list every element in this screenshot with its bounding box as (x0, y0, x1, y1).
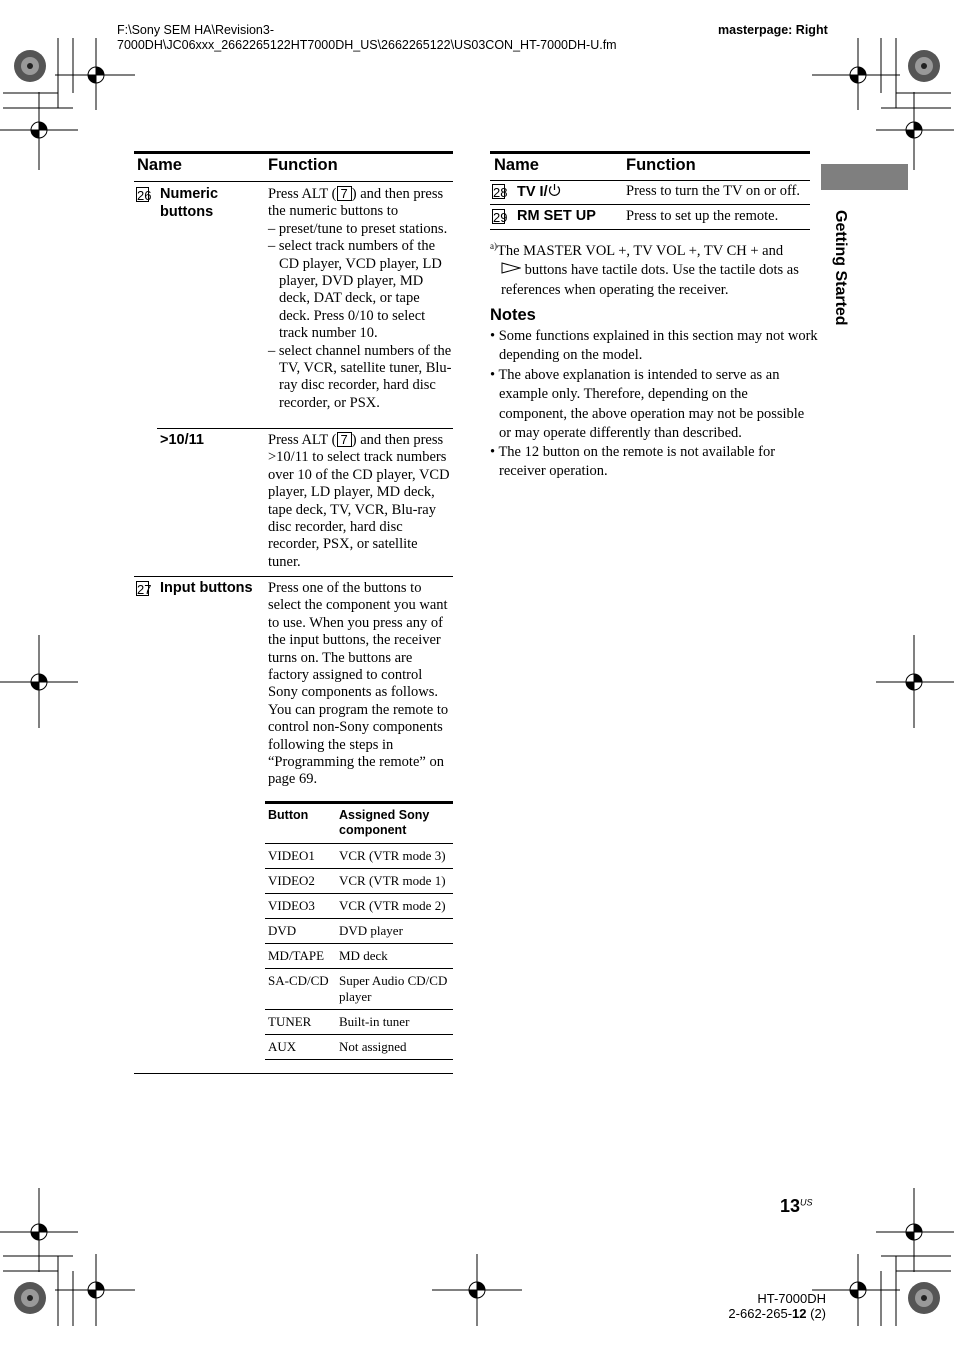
subtable-row-rule (265, 918, 453, 919)
subtable-button-cell: DVD (268, 923, 297, 938)
key-7-icon: 7 (337, 432, 352, 447)
subtable-component-cell: VCR (VTR mode 3) (339, 848, 446, 863)
page-number-value: 13 (780, 1196, 801, 1216)
file-path (117, 23, 617, 53)
footnote-mark: a) (490, 241, 497, 251)
subtable-col-component-line1: Assigned Sony (339, 808, 430, 822)
footer-code-bold: 12 (792, 1306, 807, 1321)
row-function-rm: Press to set up the remote. (626, 208, 779, 224)
row-divider (490, 204, 810, 205)
subtable-row-rule (265, 943, 453, 944)
note-item: • The above explanation is intended to serve as an example only. Therefore, depending on the component, the above operation may not be possible or may operate differently than described. (490, 367, 805, 441)
row-number-26: 26 (137, 188, 152, 203)
subtable-component-cell: Super Audio CD/CD player (339, 973, 448, 1004)
row-divider (157, 428, 453, 429)
func-list-item: – preset/tune to preset stations. (268, 220, 448, 237)
row-name-10-11: >10/11 (160, 432, 204, 448)
subtable-top-rule (265, 801, 453, 804)
footnote-line1: The MASTER VOL +, TV VOL +, TV CH + and (497, 242, 784, 259)
footer (680, 1291, 826, 1321)
subtable-button-cell: VIDEO3 (268, 898, 315, 913)
row-name-numeric-buttons (160, 186, 218, 221)
row-number-28: 28 (493, 185, 508, 200)
footnote-line3: references when operating the receiver. (501, 281, 729, 298)
func-text: >10/11 to select track numbers over 10 of the CD player, VCD player, LD player, MD deck, tape deck, TV, VCR, Blu-ray disc recorder, hard disc recorder, PSX, or satellite tuner. (268, 449, 450, 570)
subtable-button-cell: VIDEO2 (268, 873, 315, 888)
row-name-tv-power (517, 183, 561, 202)
subtable-row-rule (265, 968, 453, 969)
row-number-27: 27 (137, 582, 152, 597)
subtable-component-cell: VCR (VTR mode 1) (339, 873, 446, 888)
left-col-function-header: Function (268, 156, 338, 174)
left-table-bottom-rule (134, 1073, 453, 1074)
row-name-rm-set-up: RM SET UP (517, 208, 596, 224)
func-text: ) and then press (351, 432, 444, 448)
note-item: • The 12 button on the remote is not available for receiver operation. (490, 444, 776, 480)
subtable-row-rule (265, 1034, 453, 1035)
func-text: Press ALT ( (268, 186, 337, 202)
left-header-rule (134, 181, 453, 182)
subtable-button-cell: TUNER (268, 1014, 312, 1029)
row-function-input: Press one of the buttons to select the component you want to use. When you press any of the input buttons, the receiver turns on. The buttons are factory assigned to control Sony components as follows. You can program the remote to control non-Sony components following the steps in “Programming the remote” on page 69. (268, 580, 449, 788)
side-tab-label (817, 210, 857, 340)
subtable-button-cell: VIDEO1 (268, 848, 315, 863)
row-function-tv: Press to turn the TV on or off. (626, 183, 800, 199)
func-list-item: – select channel numbers of the TV, VCR, satellite tuner, Blu-ray disc recorder, hard disc recorder, or PSX. (268, 342, 452, 411)
row-number-29: 29 (493, 210, 508, 225)
page-number-suffix: US (800, 1197, 813, 1208)
row-name-line2: buttons (160, 203, 214, 220)
side-tab-text: Getting Started (832, 210, 849, 326)
subtable-col-component-line2: component (339, 823, 407, 837)
row-function-numeric (268, 186, 452, 412)
notes-title: Notes (490, 306, 536, 324)
note-text: The 12 button on the remote is not available for receiver operation. (498, 444, 776, 480)
subtable-button-cell: MD/TAPE (268, 948, 325, 963)
power-icon (548, 183, 561, 197)
subtable-component-cell: Built-in tuner (339, 1014, 410, 1029)
right-col-name-header: Name (494, 156, 539, 174)
left-col-name-header: Name (137, 156, 182, 174)
subtable-row-rule (265, 893, 453, 894)
masterpage-label: masterpage: Right (718, 23, 828, 37)
key-7-icon: 7 (337, 186, 352, 201)
row-name-line1: Numeric (160, 186, 219, 202)
subtable-col-button: Button (268, 808, 309, 822)
note-item: • Some functions explained in this section may not work depending on the model. (490, 328, 818, 364)
file-path-line2: 7000DH\JC06xxx_2662265122HT7000DH_US\2662265122\US03CON_HT-7000DH-U.fm (117, 38, 617, 52)
left-table-top-rule (134, 151, 453, 154)
subtable-button-cell: AUX (268, 1039, 297, 1054)
subtable-component-cell: VCR (VTR mode 2) (339, 898, 446, 913)
file-path-line1: F:\Sony SEM HA\Revision3- (117, 23, 274, 37)
footer-model: HT-7000DH (757, 1291, 826, 1306)
footnote (490, 237, 815, 300)
play-triangle-icon (501, 262, 521, 274)
side-tab-marker (821, 164, 908, 190)
subtable-row-rule (265, 1009, 453, 1010)
right-table-bottom-rule (490, 229, 810, 230)
row-name-tv-label: TV I/ (517, 184, 548, 200)
subtable-bottom-rule (265, 1059, 453, 1060)
subtable-component-cell: MD deck (339, 948, 388, 963)
func-text: Press ALT ( (268, 432, 337, 448)
right-table-top-rule (490, 151, 810, 154)
func-text: ) and then press (351, 186, 444, 202)
row-divider (134, 576, 453, 577)
subtable-component-cell: DVD player (339, 923, 403, 938)
subtable-button-cell: SA-CD/CD (268, 973, 329, 988)
note-text: The above explanation is intended to serve as an example only. Therefore, depending on the component, the above operation may not be possible or may operate differently than described. (498, 367, 805, 441)
right-col-function-header: Function (626, 156, 696, 174)
subtable-header-rule (265, 843, 453, 844)
page-number (780, 1196, 813, 1217)
footnote-line2: buttons have tactile dots. Use the tactile dots as (524, 262, 799, 279)
row-name-input-buttons: Input buttons (160, 580, 253, 596)
footer-code: 2-662-265- (728, 1306, 793, 1321)
subtable-row-rule (265, 868, 453, 869)
subtable-component-cell: Not assigned (339, 1039, 407, 1054)
func-list-item: – select track numbers of the CD player, VCD player, LD player, DVD player, MD deck, DAT deck, or tape deck. Press 0/10 to select track number 10. (268, 238, 442, 342)
note-text: Some functions explained in this section may not work depending on the model. (498, 328, 818, 364)
footer-code-suffix: (2) (806, 1306, 826, 1321)
subtable-col-component (339, 808, 429, 838)
right-header-rule (490, 180, 810, 181)
row-function-10-11 (268, 432, 452, 571)
func-text: the numeric buttons to (268, 203, 399, 220)
